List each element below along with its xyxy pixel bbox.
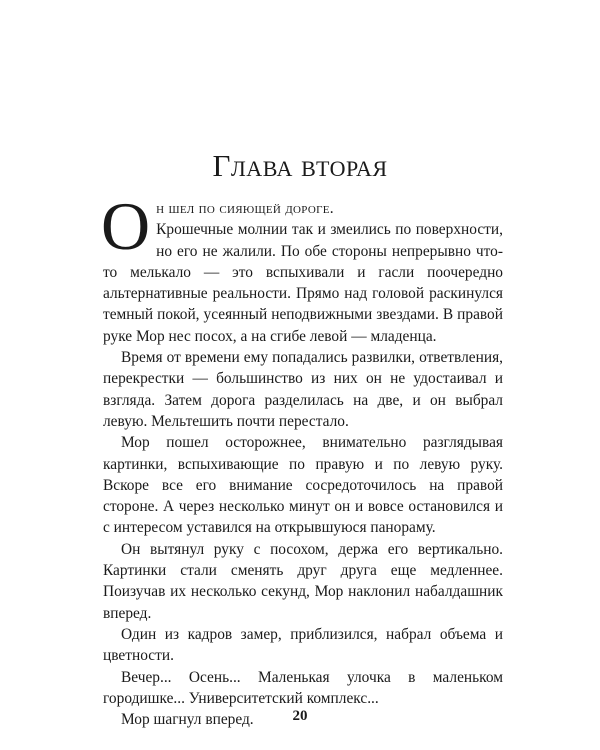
- paragraph: Он вытянул руку с посохом, держа его вертикально. Картинки стали сменять друг друга еще медленнее. Поизучав их несколько секунд, Мор наклонил набалдашник вперед.: [103, 540, 503, 622]
- paragraph: Время от времени ему попадались развилки, ответвления, перекрестки — большинство из них он не удостаивал и взгляда. Затем дорога разделилась на две, и он выбрал левую. Мельтешить почти перестало.: [103, 349, 503, 430]
- paragraph: Вечер... Осень... Маленькая улочка в маленьком городишке... Университетский комплекс...: [103, 668, 503, 707]
- chapter-title: Глава вторая: [212, 148, 388, 183]
- paragraph: Один из кадров замер, приблизился, набрал объема и цветности.: [103, 625, 503, 665]
- paragraph: Мор пошел осторожнее, внимательно разглядывая картинки, вспыхивающие по правую и по левую руку. Вскоре все его внимание сосредоточилось на правой стороне. А через несколько минут он и вовсе остановился и с интересом уставился на открывшуюся панораму.: [103, 434, 503, 537]
- body-text: [101, 188, 503, 730]
- paragraph: Мор шагнул вперед.: [121, 711, 254, 729]
- lead-in: н шел по сияющей дороге.: [156, 200, 334, 217]
- paragraph-text: Крошечные молнии так и змеились по поверхности, но его не жалили. По обе стороны непрерывно что-то мелькало — это вспыхивали и гасли поочередно альтернативные реальности. Прямо над головой раскинулся темный покой, усеянный неподвижными звездами. В правой руке Мор нес посох, а на сгибе левой — младенца.: [103, 221, 503, 345]
- page-number: 20: [292, 708, 308, 724]
- paragraph: [101, 188, 503, 347]
- drop-cap: О: [101, 188, 151, 264]
